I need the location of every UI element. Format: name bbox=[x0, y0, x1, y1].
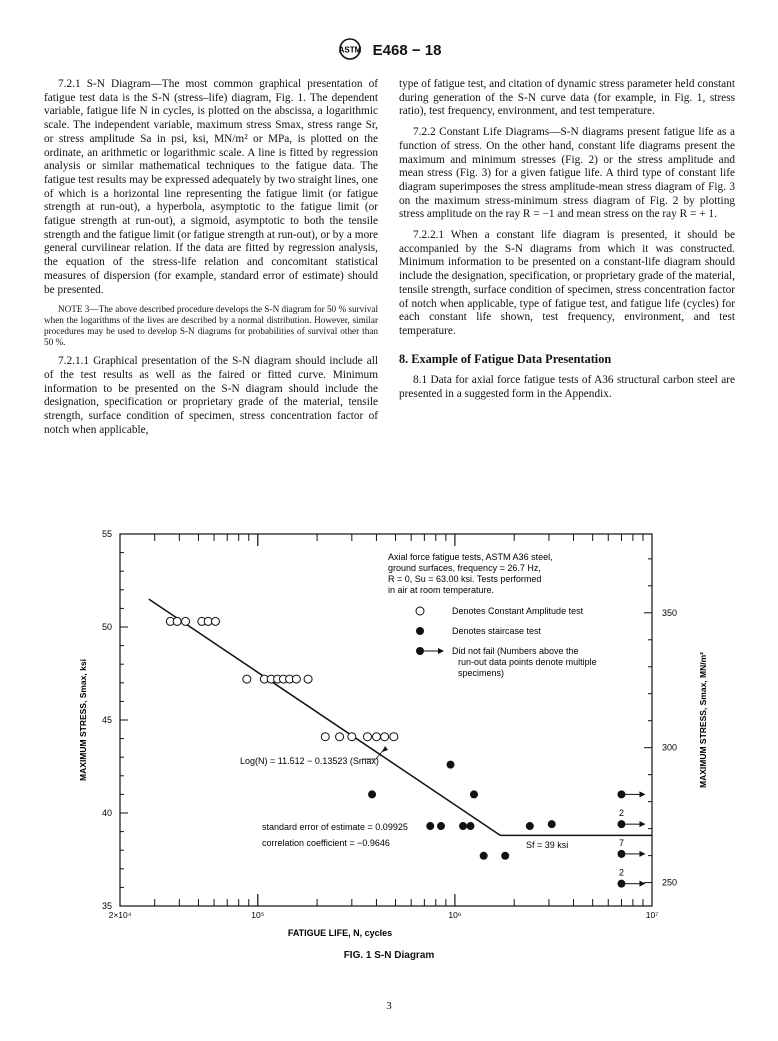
runout-arrow-head bbox=[639, 791, 645, 797]
y-axis-label: MAXIMUM STRESS, Smax, ksi bbox=[78, 659, 88, 781]
left-column bbox=[44, 78, 378, 444]
staircase-point bbox=[466, 822, 474, 830]
y2-axis-label: MAXIMUM STRESS, Smax, MN/m² bbox=[698, 651, 708, 789]
astm-logo-icon bbox=[337, 38, 363, 64]
paragraph-7-2-1: 7.2.1 S-N Diagram—The most common graphical presentation of fatigue test data is the S-N (stress–life) diagram, Fig. 1. The dependent variable, fatigue life N in cycles, is plotted on the abscissa, a logarithmic scale. The independent variable, maximum stress Smax, stress range Sr, or stress amplitude Sa in psi, ksi, MN/m² or MPa, is plotted on the ordinate, an arithmetic or logarithmic scale. A line is fitted by regression analysis or similar mathematical techniques to the fatigue data. The fatigue test results may be expressed adequately by two straight lines, one of which is a horizontal line representing the fatigue limit (or fatigue strength at run-out), a hyperbola, asymptotic to the fatigue limit (or fatigue strength at run-out), a sigmoid, asymptotic to both the tensile strength and the fatigue limit (or fatigue strength at run-out), or by a more general curvilinear relation. If the data are fitted by regression analysis, the equation of the stress-life relation and concomitant statistical measures of dispersion (for example, standard error of estimate) should be presented. bbox=[44, 78, 378, 296]
svg-text:ASTM: ASTM bbox=[338, 45, 361, 55]
constant-amplitude-point bbox=[336, 733, 344, 741]
constant-amplitude-point bbox=[348, 733, 356, 741]
constant-amplitude-point bbox=[211, 617, 219, 625]
section-8-title: 8. Example of Fatigue Data Presentation bbox=[399, 351, 612, 366]
legend-open-circle-icon bbox=[416, 607, 424, 615]
axis-ticks bbox=[120, 534, 652, 906]
legend-runout-3: specimens) bbox=[458, 668, 505, 678]
legend-constant-amplitude: Denotes Constant Amplitude test bbox=[452, 606, 584, 616]
info-line-2: ground surfaces, frequency = 26.7 Hz, bbox=[388, 563, 541, 573]
runout-count-label: 2 bbox=[618, 867, 624, 878]
runout-arrow-head bbox=[639, 881, 645, 887]
stats-line-1: standard error of estimate = 0.09925 bbox=[262, 822, 408, 832]
equation-label: Log(N) = 11.512 − 0.13523 (Smax) bbox=[240, 756, 379, 766]
info-line-3: R = 0, Su = 63.00 ksi. Tests performed bbox=[388, 574, 542, 584]
y-tick-label: 35 bbox=[101, 901, 112, 911]
constant-amplitude-point bbox=[363, 733, 371, 741]
y-tick-label: 50 bbox=[101, 622, 112, 632]
x-tick-label: 10⁷ bbox=[645, 910, 659, 920]
constant-amplitude-point bbox=[304, 675, 312, 683]
runout-point bbox=[617, 880, 625, 888]
staircase-point bbox=[368, 790, 376, 798]
y2-tick-label: 250 bbox=[662, 877, 678, 888]
constant-amplitude-point bbox=[372, 733, 380, 741]
stats-line-2: correlation coefficient = −0.9646 bbox=[262, 838, 390, 848]
y-tick-label: 55 bbox=[101, 529, 112, 539]
constant-amplitude-point bbox=[321, 733, 329, 741]
regression-line bbox=[149, 599, 501, 835]
y2-tick-labels bbox=[662, 608, 677, 888]
legend-runout-1: Did not fail (Numbers above the bbox=[452, 646, 579, 656]
constant-amplitude-point bbox=[292, 675, 300, 683]
legend-runout-2: run-out data points denote multiple bbox=[458, 657, 597, 667]
note-3: NOTE 3—The above described procedure develops the S-N diagram for 50 % survival when the logarithms of the lives are described by a normal distribution. However, similar procedures may be used to develop S-N diagrams for probabilities of survival other than 50 %. bbox=[44, 304, 378, 348]
runout-arrow-head bbox=[639, 821, 645, 827]
x-tick-label: 10⁶ bbox=[448, 910, 462, 920]
x-tick-label: 2×10⁴ bbox=[108, 910, 132, 920]
constant-amplitude-point bbox=[243, 675, 251, 683]
staircase-point bbox=[480, 852, 488, 860]
legend-filled-circle-icon bbox=[416, 627, 424, 635]
y-tick-labels bbox=[102, 529, 112, 911]
runout-point bbox=[617, 850, 625, 858]
constant-amplitude-point bbox=[381, 733, 389, 741]
right-column bbox=[399, 78, 735, 409]
sn-diagram-chart bbox=[40, 524, 740, 964]
legend-runout-icon bbox=[416, 647, 424, 655]
staircase-point bbox=[459, 822, 467, 830]
x-axis-label: FATIGUE LIFE, N, cycles bbox=[287, 928, 393, 938]
staircase-point bbox=[437, 822, 445, 830]
staircase-point bbox=[548, 820, 556, 828]
staircase-point bbox=[501, 852, 509, 860]
staircase-point bbox=[526, 822, 534, 830]
constant-amplitude-point bbox=[390, 733, 398, 741]
paragraph-7-2-2: 7.2.2 Constant Life Diagrams—S-N diagrams present fatigue life as a function of stress. On the other hand, constant life diagrams present the maximum and minimum stresses (Fig. 2) or the stress amplitude and mean stress (Fig. 3) for a given fatigue life. A third type of constant life diagram superimposes the stress amplitude-mean stress diagram of Fig. 3 on the maximum stress-minimum stress diagram of Fig. 2 by plotting stress amplitude on the ray R = −1 and mean stress on the ray R = + 1. bbox=[399, 126, 735, 221]
paragraph-7-2-1-1-cont: type of fatigue test, and citation of dynamic stress parameter held constant during generation of the S-N curve data (for example, in Fig. 1, stress ratio), test frequency, environment, and test temperature. bbox=[399, 78, 735, 118]
paragraph-8-1: 8.1 Data for axial force fatigue tests of A36 structural carbon steel are presented in a suggested form in the Appendix. bbox=[399, 374, 735, 401]
runout-point bbox=[617, 790, 625, 798]
staircase-point bbox=[446, 761, 454, 769]
x-tick-label: 10⁵ bbox=[251, 910, 265, 920]
constant-amplitude-point bbox=[173, 617, 181, 625]
runout-count-label: 2 bbox=[618, 808, 624, 819]
document-designation: E468 − 18 bbox=[372, 41, 442, 59]
y2-tick-label: 300 bbox=[662, 742, 678, 753]
document-header bbox=[0, 38, 778, 64]
y-tick-label: 40 bbox=[101, 808, 112, 818]
staircase-point bbox=[470, 790, 478, 798]
fatigue-limit-label: Sf = 39 ksi bbox=[526, 840, 569, 850]
runout-count-label: 7 bbox=[618, 837, 624, 848]
figure-caption: FIG. 1 S-N Diagram bbox=[343, 950, 435, 961]
staircase-point bbox=[426, 822, 434, 830]
paragraph-7-2-2-1: 7.2.2.1 When a constant life diagram is presented, it should be accompanied by the S-N diagrams from which it was constructed. Minimum information to be presented on a constant-life diagram should include the designation, specification, or proprietary grade of the material, tensile strength, surface condition of specimen, stress concentration factor of notch when applicable, type of fatigue test, and fatigue life (cycles) for each constant life shown, test frequency, environment, and test temperature. bbox=[399, 229, 735, 337]
legend-staircase: Denotes staircase test bbox=[452, 626, 542, 636]
info-line-4: in air at room temperature. bbox=[388, 585, 495, 595]
constant-amplitude-point bbox=[182, 617, 190, 625]
page-number: 3 bbox=[386, 1000, 392, 1012]
chart-legend bbox=[416, 606, 597, 678]
info-box bbox=[388, 552, 553, 595]
runout-point bbox=[617, 820, 625, 828]
paragraph-7-2-1-1: 7.2.1.1 Graphical presentation of the S-N diagram should include all of the test results as well as the faired or fitted curve. Minimum information to be presented on the S-N diagram should include the designation, specification or proprietary grade of the material, tensile strength, surface condition of specimen, stress concentration factor of notch when applicable, bbox=[44, 355, 378, 436]
y2-tick-label: 350 bbox=[662, 607, 678, 618]
constant-amplitude-point bbox=[204, 617, 212, 625]
y-tick-label: 45 bbox=[101, 715, 112, 725]
x-tick-labels bbox=[109, 910, 659, 920]
plot-frame bbox=[120, 534, 652, 906]
info-line-1: Axial force fatigue tests, ASTM A36 steel, bbox=[388, 552, 553, 562]
runout-arrow-head bbox=[639, 851, 645, 857]
